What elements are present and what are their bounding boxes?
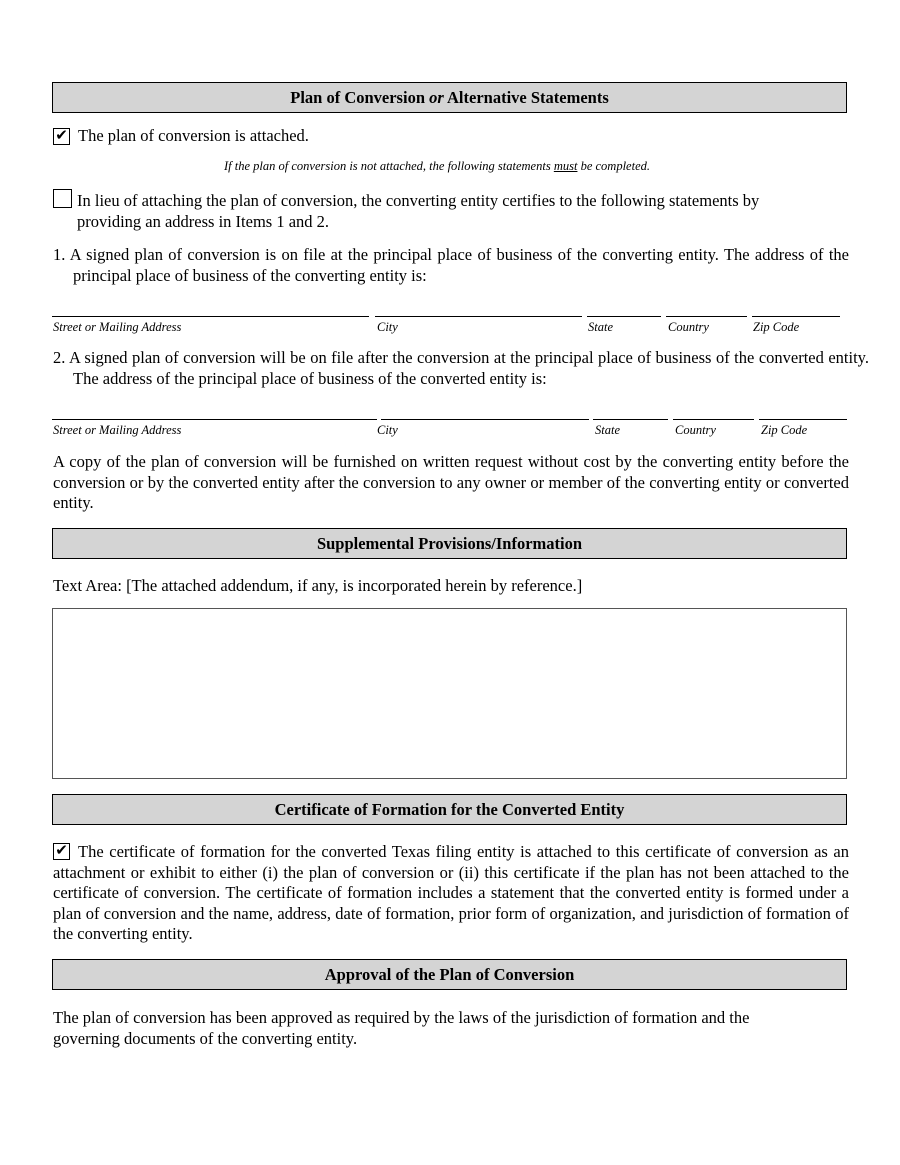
city-label: City xyxy=(377,423,398,437)
plan-attached-checkbox[interactable] xyxy=(53,128,70,145)
header-text-2: Alternative Statements xyxy=(443,88,609,107)
note-text: If the plan of conversion is not attached, the following statements xyxy=(224,159,554,173)
in-lieu-label xyxy=(77,191,817,232)
certificate-header: Certificate of Formation for the Converted Entity xyxy=(52,794,847,825)
text-area-label: Text Area: [The attached addendum, if any, is incorporated herein by reference.] xyxy=(53,576,583,595)
note-must: must xyxy=(553,159,578,173)
certificate-attached-text: The certificate of formation for the converted Texas filing entity is attached to this certificate of conversion as an attachment or exhibit to either (i) the plan of conversion or (ii) this certificate if the plan has not been attached to the certificate of conversion. The certificate of formation includes a statement that the converted entity is formed under a plan of conversion and the name, address, date of formation, prior form of organization, and jurisdiction of formation of the converting entity. xyxy=(53,842,849,943)
in-lieu-checkbox[interactable] xyxy=(53,189,72,208)
note-text-2: be completed. xyxy=(577,159,650,173)
address1-country-field[interactable] xyxy=(666,316,747,317)
plan-attached-label: The plan of conversion is attached. xyxy=(78,126,309,145)
street-label: Street or Mailing Address xyxy=(53,320,182,334)
supplemental-text-area[interactable] xyxy=(52,608,847,779)
check-mark-icon: ✔ xyxy=(55,841,68,859)
address2-zip-field[interactable] xyxy=(759,419,847,420)
address1-state-field[interactable] xyxy=(587,316,661,317)
address1-city-field[interactable] xyxy=(375,316,582,317)
copy-statement: A copy of the plan of conversion will be furnished on written request without cost by the converting entity before the conversion or by the converted entity after the conversion to any owner or member of the converting entity or converted entity. xyxy=(53,452,849,512)
country-label: Country xyxy=(675,423,716,437)
supplemental-header: Supplemental Provisions/Information xyxy=(52,528,847,559)
address2-street-field[interactable] xyxy=(52,419,377,420)
check-mark-icon: ✔ xyxy=(55,126,68,144)
header-text: Plan of Conversion xyxy=(290,88,430,107)
address2-city-field[interactable] xyxy=(381,419,589,420)
in-lieu-text: In lieu of attaching the plan of conversion, the converting entity certifies to the following statements by providing an address in Items 1 and 2. xyxy=(77,191,760,231)
city-label: City xyxy=(377,320,398,334)
state-label: State xyxy=(588,320,613,334)
country-label: Country xyxy=(668,320,709,334)
completion-note xyxy=(224,159,650,174)
plan-of-conversion-header xyxy=(52,82,847,113)
address1-street-field[interactable] xyxy=(52,316,369,317)
address2-state-field[interactable] xyxy=(593,419,668,420)
zip-label: Zip Code xyxy=(761,423,808,437)
approval-header: Approval of the Plan of Conversion xyxy=(52,959,847,990)
item-2-text: 2. A signed plan of conversion will be on file after the conversion at the principal place of business of the converted entity. The address of the principal place of business of the converted entity is: xyxy=(53,348,869,388)
street-label: Street or Mailing Address xyxy=(53,423,182,437)
item-1-text: 1. A signed plan of conversion is on file at the principal place of business of the converting entity. The address of the principal place of business of the converting entity is: xyxy=(53,245,849,285)
address2-country-field[interactable] xyxy=(673,419,754,420)
header-or: or xyxy=(429,88,444,107)
zip-label: Zip Code xyxy=(753,320,800,334)
address1-zip-field[interactable] xyxy=(752,316,840,317)
approval-text: The plan of conversion has been approved as required by the laws of the jurisdiction of formation and the governing documents of the converting entity. xyxy=(53,1008,750,1048)
state-label: State xyxy=(595,423,620,437)
